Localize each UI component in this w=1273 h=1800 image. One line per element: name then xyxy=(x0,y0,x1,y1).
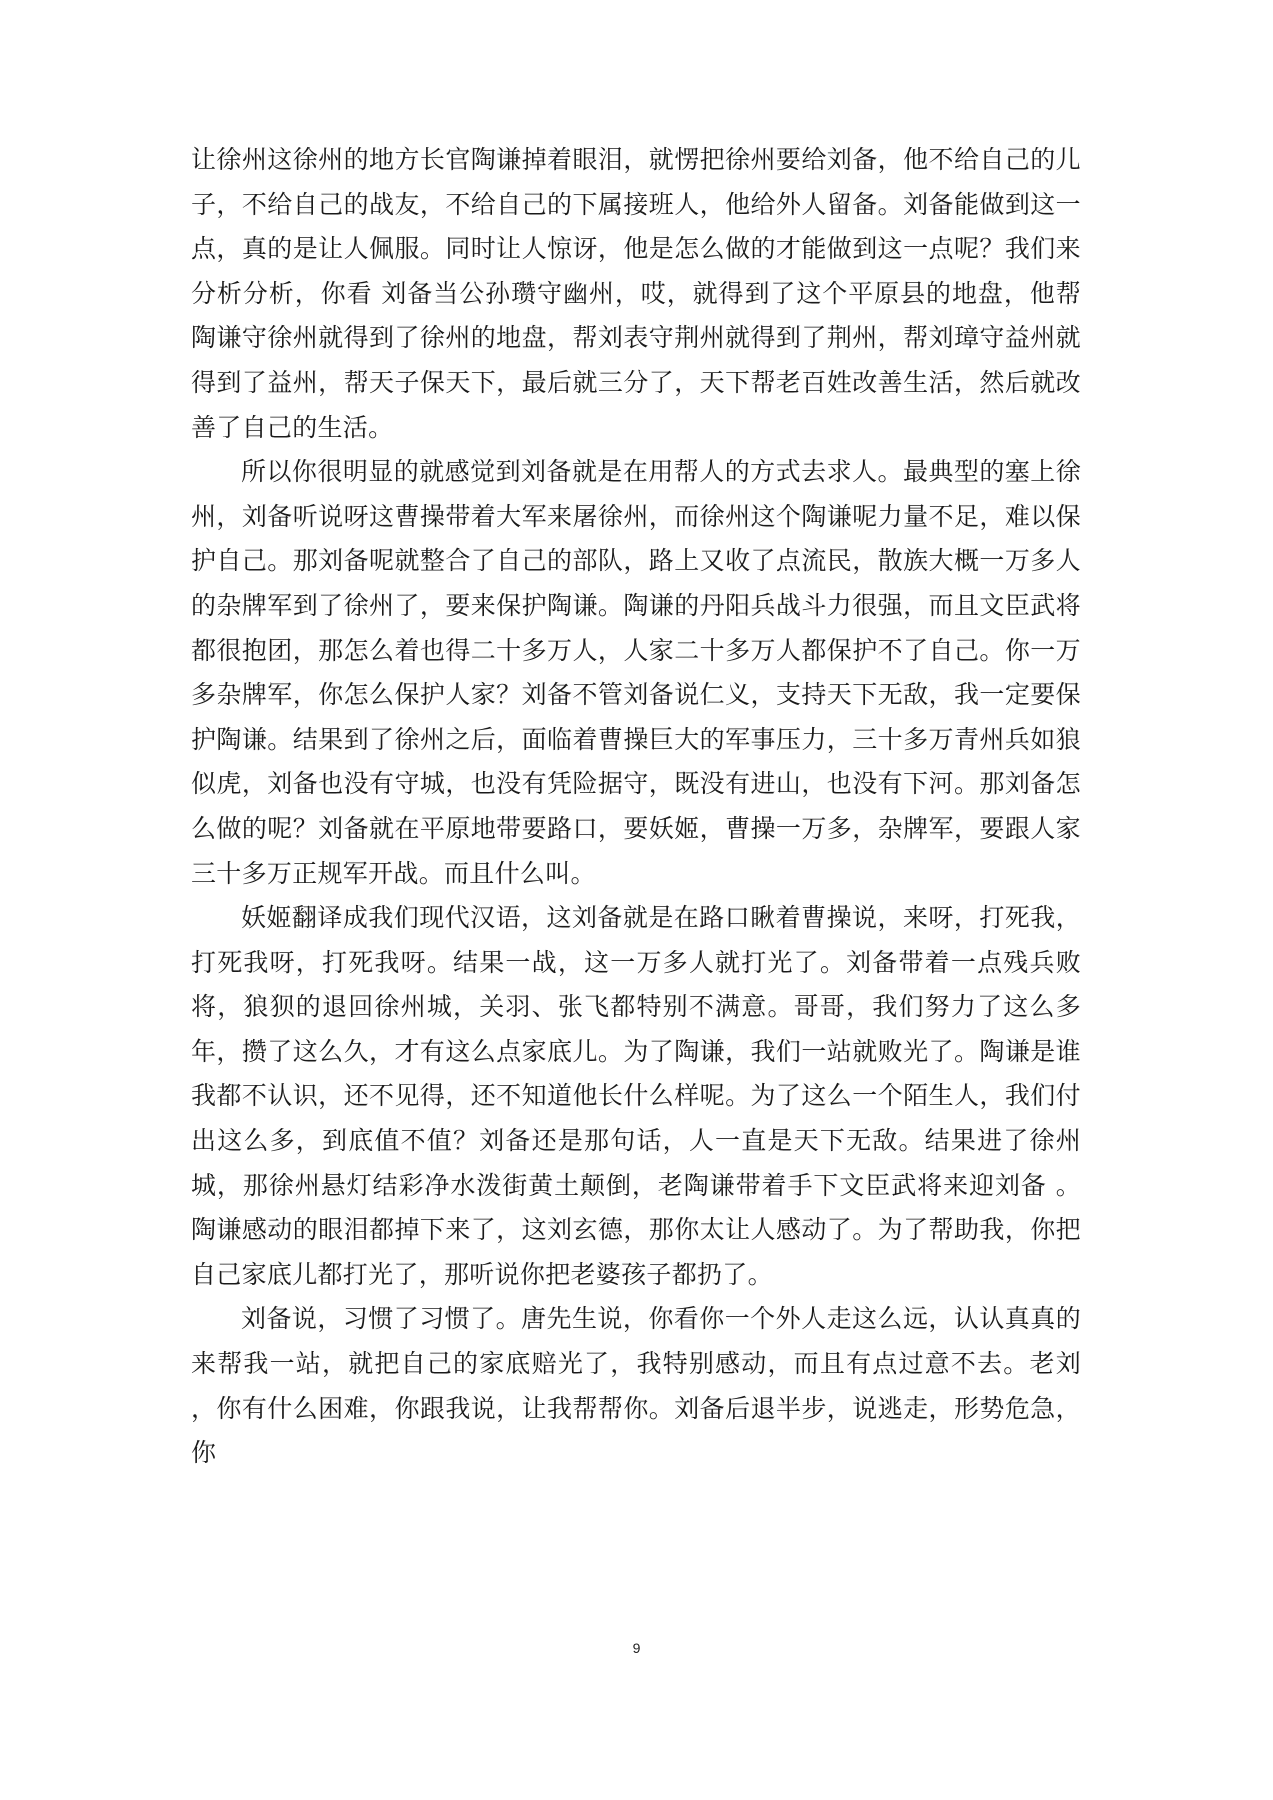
document-body xyxy=(191,138,1081,1476)
paragraph: 刘备说，习惯了习惯了。唐先生说，你看你一个外人走这么远，认认真真的来帮我一站，就把自己的家底赔光了，我特别感动，而且有点过意不去。老刘 ，你有什么困难，你跟我说，让我帮帮你。刘备后退半步，说逃走，形势危急，你 xyxy=(191,1304,1081,1468)
paragraph: 让徐州这徐州的地方长官陶谦掉着眼泪，就愣把徐州要给刘备，他不给自己的儿子，不给自己的战友，不给自己的下属接班人，他给外人留备。刘备能做到这一点，真的是让人佩服。同时让人惊讶，他是怎么做的才能做到这一点呢？我们来分析分析，你看 刘备当公孙瓒守幽州，哎，就得到了这个平原县的地盘，他帮陶谦守徐州就得到了徐州的地盘，帮刘表守荆州就得到了荆州，帮刘璋守益州就得到了益州，帮天子保天下，最后就三分了，天下帮老百姓改善生活，然后就改善了自己的生活。 xyxy=(191,145,1081,442)
page-number: 9 xyxy=(632,1640,641,1656)
paragraph: 所以你很明显的就感觉到刘备就是在用帮人的方式去求人。最典型的塞上徐州，刘备听说呀这曹操带着大军来屠徐州，而徐州这个陶谦呢力量不足，难以保护自己。那刘备呢就整合了自己的部队，路上又收了点流民，散族大概一万多人的杂牌军到了徐州了，要来保护陶谦。陶谦的丹阳兵战斗力很强，而且文臣武将都很抱团，那怎么着也得二十多万人，人家二十多万人都保护不了自己。你一万多杂牌军，你怎么保护人家？刘备不管刘备说仁义，支持天下无敌，我一定要保护陶谦。结果到了徐州之后，面临着曹操巨大的军事压力，三十多万青州兵如狼似虎，刘备也没有守城，也没有凭险据守，既没有进山，也没有下河。那刘备怎么做的呢？刘备就在平原地带要路口，要妖姬，曹操一万多，杂牌军，要跟人家三十多万正规军开战。而且什么叫。 xyxy=(191,457,1081,888)
paragraph: 妖姬翻译成我们现代汉语，这刘备就是在路口瞅着曹操说，来呀，打死我，打死我呀，打死我呀。结果一战，这一万多人就打光了。刘备带着一点残兵败将，狼狈的退回徐州城，关羽、张飞都特别不满意。哥哥，我们努力了这么多年，攒了这么久，才有这么点家底儿。为了陶谦，我们一站就败光了。陶谦是谁我都不认识，还不见得，还不知道他长什么样呢。为了这么一个陌生人，我们付出这么多，到底值不值？刘备还是那句话，人一直是天下无敌。结果进了徐州城，那徐州悬灯结彩净水泼街黄土颠倒，老陶谦带着手下文臣武将来迎刘备 。陶谦感动的眼泪都掉下来了，这刘玄德，那你太让人感动了。为了帮助我，你把自己家底儿都打光了，那听说你把老婆孩子都扔了。 xyxy=(191,903,1081,1289)
